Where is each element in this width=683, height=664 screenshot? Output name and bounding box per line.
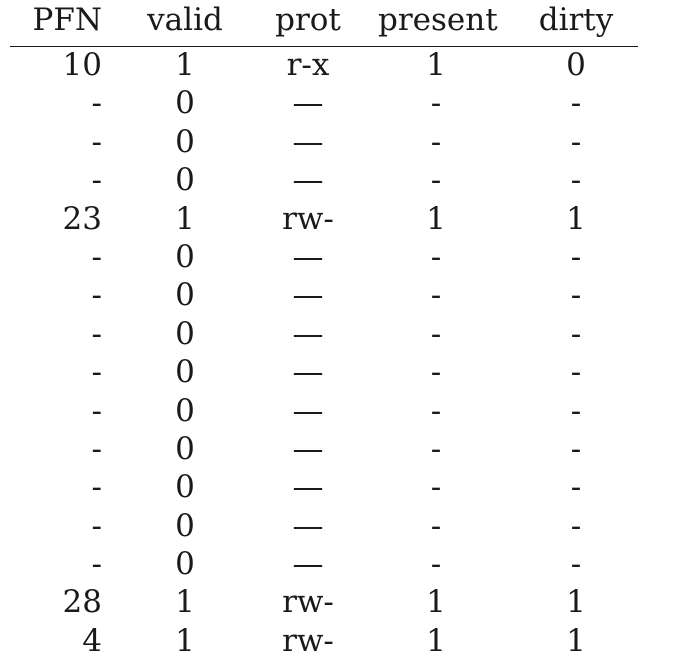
table-row [10,124,638,162]
cell-valid: 0 [175,238,195,275]
table-header-row [10,0,638,47]
cell-pfn: - [91,162,102,199]
cell-present: - [430,546,442,583]
cell-present: - [430,469,442,506]
table-row [10,393,638,431]
cell-dirty: - [570,162,582,199]
cell-valid: 0 [175,85,195,122]
cell-dirty: 1 [566,622,586,659]
cell-present: - [430,162,442,199]
table-row [10,47,638,85]
table-row [10,546,638,584]
table-row [10,469,638,507]
cell-prot: — [292,85,324,122]
cell-valid: 0 [175,123,195,160]
cell-prot: — [292,277,324,314]
cell-dirty: - [570,85,582,122]
cell-prot: rw- [282,584,334,621]
header-dirty: dirty [538,2,614,38]
cell-pfn: 28 [62,584,102,621]
cell-prot: — [292,430,324,467]
cell-valid: 0 [175,315,195,352]
table-row [10,431,638,469]
cell-pfn: - [91,469,102,506]
cell-dirty: - [570,123,582,160]
cell-pfn: - [91,85,102,122]
cell-dirty: - [570,507,582,544]
cell-valid: 0 [175,469,195,506]
cell-valid: 0 [175,430,195,467]
cell-dirty: - [570,354,582,391]
cell-pfn: - [91,430,102,467]
cell-pfn: 10 [62,47,102,83]
cell-pfn: - [91,315,102,352]
cell-present: 1 [426,200,446,237]
cell-prot: rw- [282,200,334,237]
cell-prot: — [292,123,324,160]
cell-valid: 1 [175,47,195,83]
cell-present: - [430,123,442,160]
cell-present: 1 [426,47,446,83]
table-row [10,584,638,622]
cell-present: - [430,507,442,544]
cell-prot: rw- [282,622,334,659]
cell-pfn: - [91,277,102,314]
cell-present: - [430,277,442,314]
table-row [10,239,638,277]
cell-dirty: 1 [566,584,586,621]
cell-present: 1 [426,622,446,659]
cell-present: - [430,354,442,391]
cell-dirty: - [570,430,582,467]
cell-dirty: - [570,277,582,314]
table-row [10,162,638,200]
cell-pfn: - [91,123,102,160]
cell-prot: — [292,162,324,199]
cell-dirty: 0 [566,47,586,83]
cell-prot: — [292,238,324,275]
cell-valid: 1 [175,200,195,237]
cell-pfn: 23 [62,200,102,237]
cell-valid: 0 [175,546,195,583]
cell-prot: — [292,392,324,429]
cell-dirty: - [570,546,582,583]
cell-pfn: - [91,392,102,429]
table-row [10,85,638,123]
cell-valid: 1 [175,584,195,621]
header-present: present [378,2,498,38]
cell-dirty: 1 [566,200,586,237]
cell-valid: 0 [175,392,195,429]
cell-present: - [430,238,442,275]
cell-dirty: - [570,392,582,429]
header-prot: prot [275,2,341,38]
table-row [10,508,638,546]
table-row [10,316,638,354]
cell-valid: 0 [175,507,195,544]
cell-prot: r-x [286,47,330,83]
cell-valid: 0 [175,354,195,391]
cell-present: - [430,392,442,429]
cell-prot: — [292,507,324,544]
cell-dirty: - [570,315,582,352]
table-row [10,623,638,661]
table-row [10,277,638,315]
table-row [10,354,638,392]
cell-pfn: - [91,546,102,583]
cell-prot: — [292,354,324,391]
cell-pfn: - [91,507,102,544]
cell-present: - [430,430,442,467]
cell-dirty: - [570,238,582,275]
table-body [10,47,638,661]
cell-dirty: - [570,469,582,506]
header-valid: valid [147,2,223,38]
cell-valid: 0 [175,162,195,199]
header-pfn: PFN [32,2,102,38]
cell-prot: — [292,315,324,352]
cell-pfn: - [91,354,102,391]
cell-present: 1 [426,584,446,621]
table-row [10,201,638,239]
cell-present: - [430,315,442,352]
cell-present: - [430,85,442,122]
page-table [10,0,638,661]
cell-valid: 0 [175,277,195,314]
cell-pfn: - [91,238,102,275]
cell-valid: 1 [175,622,195,659]
cell-prot: — [292,469,324,506]
cell-prot: — [292,546,324,583]
cell-pfn: 4 [82,622,102,659]
